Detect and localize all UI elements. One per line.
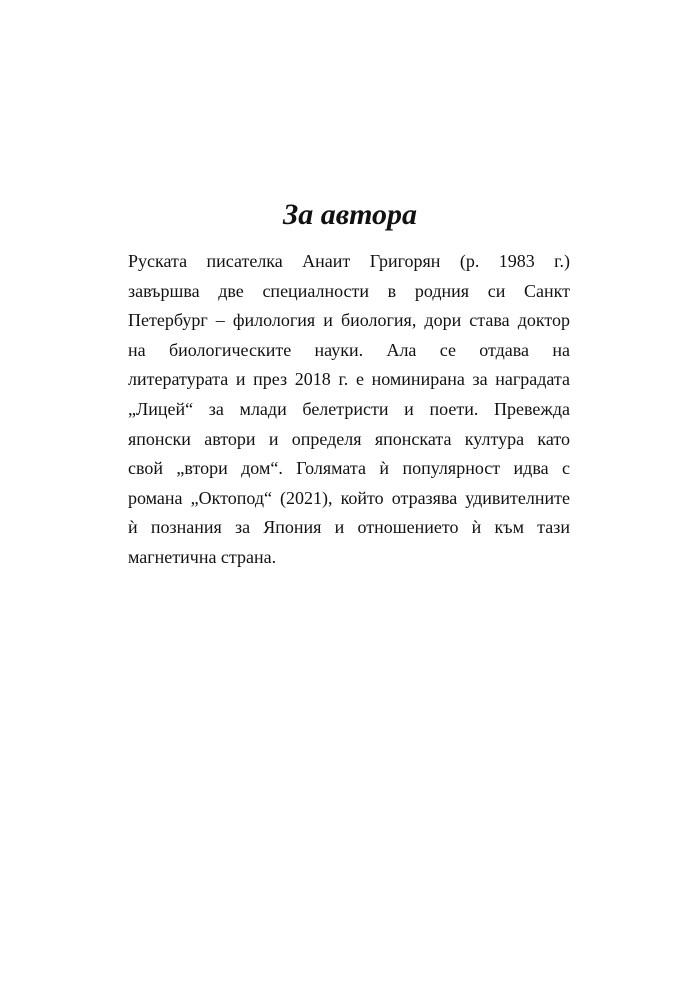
paragraph-line: японски автори и определя японската култура като (128, 428, 570, 449)
page-title: За автора (282, 198, 418, 231)
paragraph-line: романа „Октопод“ (2021), който отразява удивителните (128, 487, 570, 508)
author-bio-paragraph (128, 247, 570, 573)
paragraph-line: Петербург – филология и биология, дори става доктор (128, 310, 570, 331)
paragraph-line: ѝ познания за Япония и отношението ѝ към тази (128, 517, 570, 538)
paragraph-line: свой „втори дом“. Голямата ѝ популярност идва с (128, 458, 570, 479)
paragraph-line: литературата и през 2018 г. е номинирана за наградата (128, 369, 570, 390)
paragraph-line: „Лицей“ за млади белетристи и поети. Превежда (128, 398, 570, 419)
paragraph-line: магнетична страна. (128, 546, 277, 567)
paragraph-line: завършва две специалности в родния си Санкт (128, 280, 570, 301)
paragraph-line: Руската писателка Анаит Григорян (р. 1983 г.) (128, 251, 570, 271)
paragraph-line: на биологическите науки. Ала се отдава на (128, 339, 570, 360)
